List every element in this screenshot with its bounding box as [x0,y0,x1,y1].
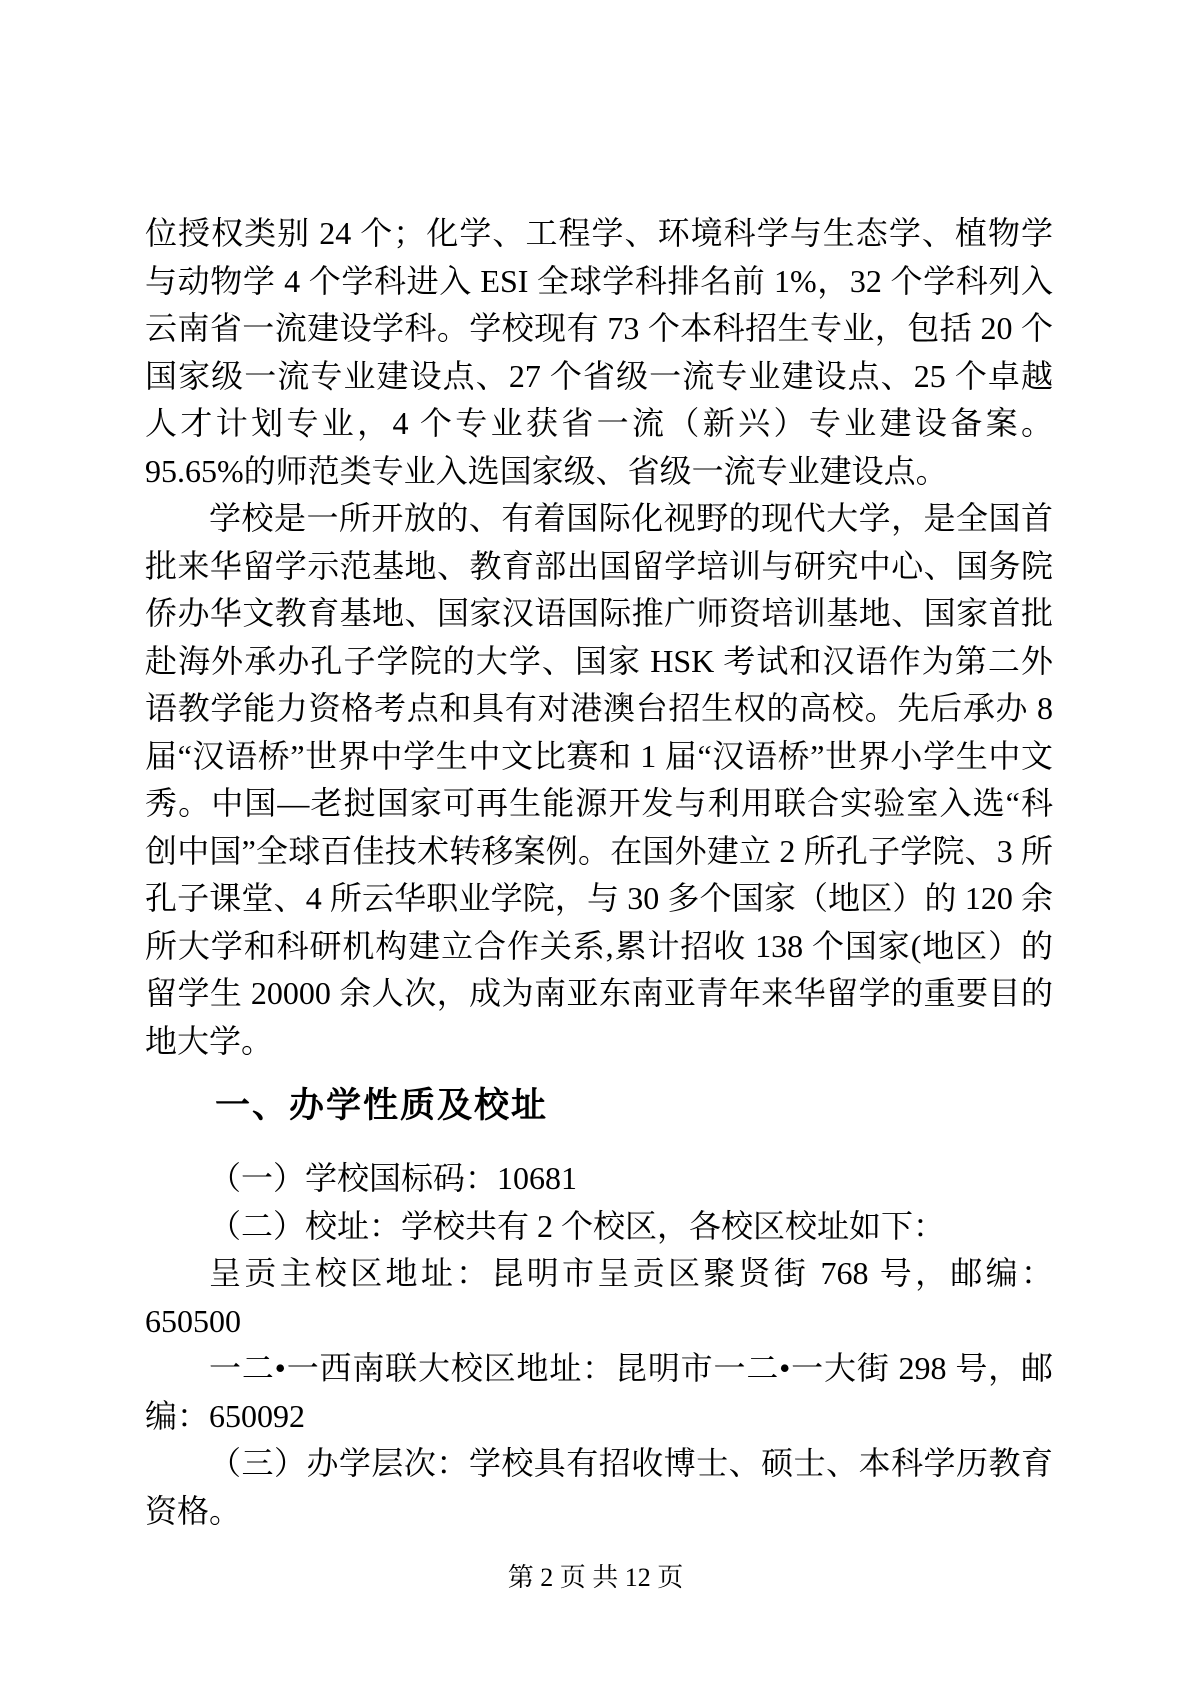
section-heading-nature-and-address: 一、办学性质及校址 [215,1086,549,1125]
paragraph-campus-count: （二）校址：学校共有 2 个校区，各校区校址如下： [209,1207,946,1244]
page-number-footer: 第 2 页 共 12 页 [507,1563,684,1592]
paragraph-school-national-code: （一）学校国标码：10681 [209,1160,578,1196]
paragraph-education-levels: （三）办学层次：学校具有招收博士、硕士、本科学历教育资格。 [145,1445,1053,1529]
paragraph-degree-disciplines: 位授权类别 24 个；化学、工程学、环境科学与生态学、植物学与动物学 4 个学科进入 ESI 全球学科排名前 1%，32 个学科列入云南省一流建设学科。学校现有 73 个本科招生专业，包括 20 个国家级一流专业建设点、27 个省级一流专业建设点、25 个卓越人才计划专业，4 个专业获省一流（新兴）专业建设备案。95.65%的师范类专业入选国家级、省级一流专业建设点。 [145,215,1053,489]
paragraph-xinanlianda-campus-address: 一二•一西南联大校区地址：昆明市一二•一大街 298 号，邮编：650092 [145,1350,1053,1434]
paragraph-chenggong-campus-address: 呈贡主校区地址：昆明市呈贡区聚贤街 768 号，邮编：650500 [145,1255,1053,1339]
paragraph-international-profile: 学校是一所开放的、有着国际化视野的现代大学，是全国首批来华留学示范基地、教育部出国留学培训与研究中心、国务院侨办华文教育基地、国家汉语国际推广师资培训基地、国家首批赴海外承办孔子学院的大学、国家 HSK 考试和汉语作为第二外语教学能力资格考点和具有对港澳台招生权的高校。先后承办 8 届“汉语桥”世界中学生中文比赛和 1 届“汉语桥”世界小学生中文秀。中国—老挝国家可再生能源开发与利用联合实验室入选“科创中国”全球百佳技术转移案例。在国外建立 2 所孔子学院、3 所孔子课堂、4 所云华职业学院，与 30 多个国家（地区）的 120 余所大学和科研机构建立合作关系,累计招收 138 个国家(地区）的留学生 20000 余人次，成为南亚东南亚青年来华留学的重要目的地大学。 [145,500,1053,1059]
document-content [145,210,1053,1535]
